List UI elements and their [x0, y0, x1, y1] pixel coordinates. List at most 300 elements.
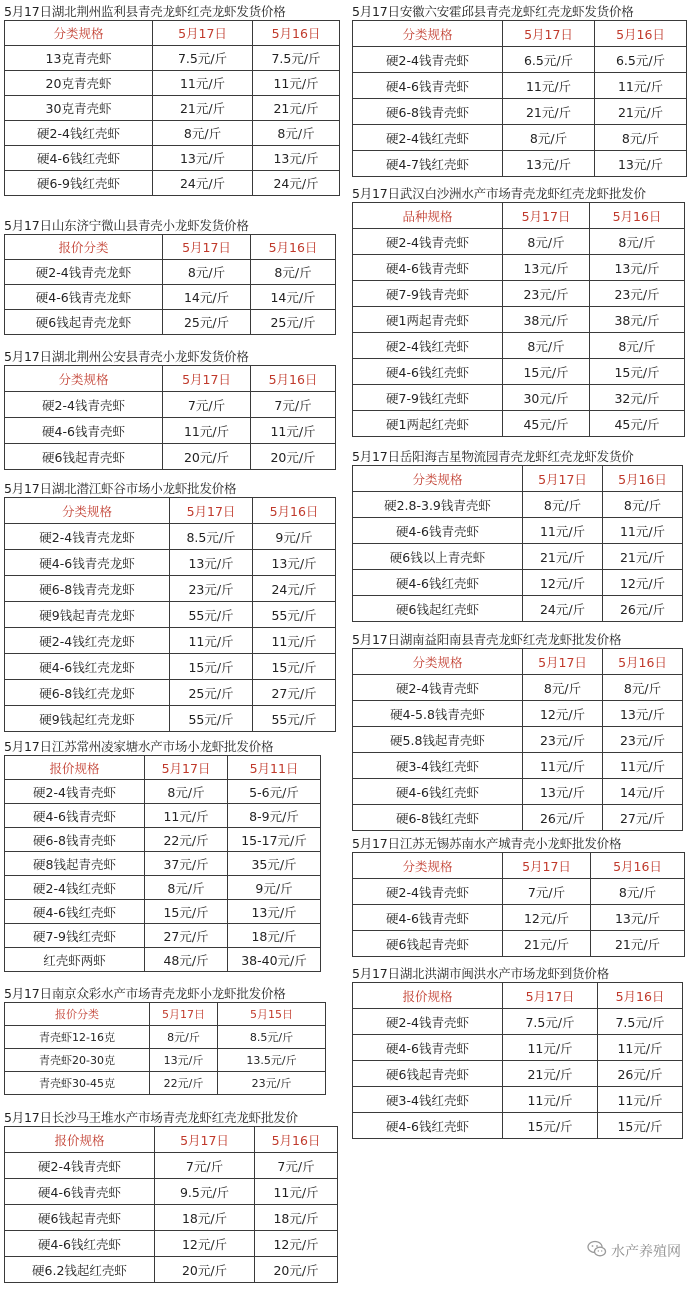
- header-cell: 5月17日: [503, 203, 590, 229]
- table-cell: 15元/斤: [170, 654, 253, 680]
- header-cell: 报价规格: [5, 756, 145, 780]
- table-cell: 35元/斤: [228, 852, 321, 876]
- table-cell: 21元/斤: [595, 99, 687, 125]
- table-cell: 20元/斤: [255, 1257, 338, 1283]
- table-cell: 8.5元/斤: [218, 1026, 326, 1049]
- header-cell: 报价规格: [353, 983, 503, 1009]
- table-row: [353, 879, 685, 905]
- table-cell: 15元/斤: [590, 359, 685, 385]
- price-table-block: [352, 966, 683, 1139]
- table-row: [353, 753, 683, 779]
- table-cell: 硬9钱起青壳龙虾: [5, 602, 170, 628]
- table-cell: 青壳虾20-30克: [5, 1049, 150, 1072]
- table-cell: 24元/斤: [253, 576, 336, 602]
- table-cell: 青壳虾30-45克: [5, 1072, 150, 1095]
- table-row: [353, 1087, 683, 1113]
- table-cell: 硬6-9钱红壳虾: [5, 171, 153, 196]
- table-cell: 45元/斤: [590, 411, 685, 437]
- header-cell: 5月17日: [145, 756, 228, 780]
- table-cell: 13元/斤: [228, 900, 321, 924]
- table-row: [5, 576, 336, 602]
- table-title: 5月17日长沙马王堆水产市场青壳龙虾红壳龙虾批发价: [4, 1110, 298, 1125]
- header-cell: 5月17日: [503, 21, 595, 47]
- table-row: [5, 852, 321, 876]
- table-cell: 30克青壳虾: [5, 96, 153, 121]
- table-cell: 硬6-8钱青壳虾: [5, 828, 145, 852]
- table-row: [353, 385, 685, 411]
- table-row: [5, 1049, 326, 1072]
- table-row: [353, 518, 683, 544]
- table-cell: 11元/斤: [595, 73, 687, 99]
- table-cell: 7元/斤: [251, 392, 336, 418]
- table-cell: 13元/斤: [595, 151, 687, 177]
- table-cell: 11元/斤: [153, 71, 253, 96]
- table-cell: 14元/斤: [251, 285, 336, 310]
- header-cell: 5月16日: [595, 21, 687, 47]
- table-cell: 55元/斤: [253, 706, 336, 732]
- table-cell: 硬4-6钱青壳虾: [353, 255, 503, 281]
- table-cell: 55元/斤: [253, 602, 336, 628]
- header-cell: 5月16日: [251, 366, 336, 392]
- table-cell: 硬2-4钱红壳虾: [5, 876, 145, 900]
- table-cell: 23元/斤: [170, 576, 253, 602]
- table-cell: 硬6钱起青壳虾: [353, 1061, 503, 1087]
- table-cell: 13元/斤: [590, 255, 685, 281]
- table-title: 5月17日武汉白沙洲水产市场青壳龙虾红壳龙虾批发价: [352, 186, 646, 201]
- table-row: [5, 96, 340, 121]
- header-cell: 5月17日: [163, 235, 251, 260]
- table-cell: 7.5元/斤: [153, 46, 253, 71]
- table-row: [353, 675, 683, 701]
- table-cell: 硬4-7钱红壳虾: [353, 151, 503, 177]
- table-cell: 硬4-6钱红壳虾: [353, 359, 503, 385]
- table-row: [5, 780, 321, 804]
- price-table: [352, 852, 685, 957]
- table-cell: 18元/斤: [255, 1205, 338, 1231]
- table-cell: 硬4-6钱青壳虾: [5, 804, 145, 828]
- table-row: [353, 151, 687, 177]
- table-cell: 12元/斤: [603, 570, 683, 596]
- table-header-row: [5, 1127, 338, 1153]
- table-row: [353, 805, 683, 831]
- price-table: [352, 202, 685, 437]
- table-cell: 青壳虾12-16克: [5, 1026, 150, 1049]
- price-table-block: [4, 986, 326, 1095]
- table-cell: 6.5元/斤: [503, 47, 595, 73]
- table-cell: 硬8钱起青壳虾: [5, 852, 145, 876]
- table-cell: 硬2-4钱青壳龙虾: [5, 524, 170, 550]
- table-cell: 硬6.2钱起红壳虾: [5, 1257, 155, 1283]
- table-cell: 24元/斤: [153, 171, 253, 196]
- table-cell: 硬2-4钱红壳虾: [353, 333, 503, 359]
- header-cell: 报价分类: [5, 1003, 150, 1026]
- table-cell: 11元/斤: [523, 518, 603, 544]
- table-cell: 8-9元/斤: [228, 804, 321, 828]
- table-row: [353, 701, 683, 727]
- table-header-row: [5, 21, 340, 46]
- header-cell: 分类规格: [5, 498, 170, 524]
- table-cell: 13.5元/斤: [218, 1049, 326, 1072]
- table-row: [5, 524, 336, 550]
- table-cell: 硬4-6钱青壳虾: [353, 518, 523, 544]
- header-cell: 5月17日: [503, 853, 591, 879]
- table-row: [353, 1009, 683, 1035]
- price-table-block: [4, 4, 340, 196]
- table-cell: 11元/斤: [170, 628, 253, 654]
- table-cell: 7元/斤: [155, 1153, 255, 1179]
- table-cell: 14元/斤: [163, 285, 251, 310]
- table-cell: 硬6钱起青壳虾: [5, 1205, 155, 1231]
- table-cell: 8元/斤: [150, 1026, 218, 1049]
- table-title: 5月17日湖南益阳南县青壳龙虾红壳龙虾批发价格: [352, 632, 622, 647]
- table-cell: 硬3-4钱红壳虾: [353, 1087, 503, 1113]
- header-cell: 5月17日: [170, 498, 253, 524]
- table-cell: 38-40元/斤: [228, 948, 321, 972]
- header-cell: 5月16日: [251, 235, 336, 260]
- table-row: [353, 1113, 683, 1139]
- table-cell: 11元/斤: [503, 1087, 598, 1113]
- table-row: [5, 310, 336, 335]
- table-cell: 8元/斤: [603, 492, 683, 518]
- header-cell: 5月16日: [598, 983, 683, 1009]
- header-cell: 5月16日: [603, 466, 683, 492]
- table-cell: 8元/斤: [153, 121, 253, 146]
- table-cell: 硬4-6钱红壳虾: [5, 146, 153, 171]
- table-cell: 硬7-9钱红壳虾: [353, 385, 503, 411]
- price-table-block: [4, 1110, 338, 1283]
- table-row: [5, 1205, 338, 1231]
- table-cell: 12元/斤: [503, 905, 591, 931]
- header-cell: 5月16日: [253, 498, 336, 524]
- header-cell: 5月16日: [603, 649, 683, 675]
- table-row: [353, 544, 683, 570]
- table-cell: 8元/斤: [590, 229, 685, 255]
- table-row: [353, 125, 687, 151]
- price-table-block: [352, 186, 685, 437]
- table-cell: 23元/斤: [503, 281, 590, 307]
- table-cell: 22元/斤: [150, 1072, 218, 1095]
- table-cell: 37元/斤: [145, 852, 228, 876]
- table-cell: 11元/斤: [598, 1035, 683, 1061]
- price-table-block: [4, 739, 321, 972]
- table-row: [353, 73, 687, 99]
- table-cell: 8元/斤: [523, 675, 603, 701]
- table-cell: 硬4-6钱青壳龙虾: [5, 550, 170, 576]
- table-row: [353, 931, 685, 957]
- table-cell: 12元/斤: [255, 1231, 338, 1257]
- table-row: [5, 46, 340, 71]
- table-cell: 硬6钱以上青壳虾: [353, 544, 523, 570]
- table-cell: 21元/斤: [523, 544, 603, 570]
- table-cell: 15元/斤: [503, 359, 590, 385]
- price-table-block: [352, 632, 683, 831]
- table-header-row: [353, 203, 685, 229]
- table-header-row: [5, 756, 321, 780]
- price-table-block: [4, 218, 336, 335]
- table-row: [353, 307, 685, 333]
- header-cell: 5月17日: [523, 466, 603, 492]
- table-row: [353, 411, 685, 437]
- table-row: [5, 1179, 338, 1205]
- table-cell: 14元/斤: [603, 779, 683, 805]
- table-cell: 11元/斤: [255, 1179, 338, 1205]
- table-cell: 9元/斤: [228, 876, 321, 900]
- price-table: [4, 1002, 326, 1095]
- table-cell: 20元/斤: [251, 444, 336, 470]
- table-cell: 55元/斤: [170, 706, 253, 732]
- table-cell: 7.5元/斤: [253, 46, 340, 71]
- table-cell: 8元/斤: [251, 260, 336, 285]
- header-cell: 5月17日: [153, 21, 253, 46]
- table-cell: 硬4-6钱红壳龙虾: [5, 654, 170, 680]
- table-row: [353, 99, 687, 125]
- table-cell: 8元/斤: [145, 780, 228, 804]
- table-cell: 8元/斤: [145, 876, 228, 900]
- header-cell: 分类规格: [353, 649, 523, 675]
- table-title: 5月17日江苏常州凌家塘水产市场小龙虾批发价格: [4, 739, 274, 754]
- header-cell: 5月17日: [155, 1127, 255, 1153]
- table-row: [353, 229, 685, 255]
- table-row: [353, 281, 685, 307]
- table-cell: 13元/斤: [253, 550, 336, 576]
- table-cell: 硬4-6钱红壳虾: [353, 1113, 503, 1139]
- table-cell: 11元/斤: [503, 1035, 598, 1061]
- table-header-row: [5, 235, 336, 260]
- table-cell: 9元/斤: [253, 524, 336, 550]
- table-row: [5, 680, 336, 706]
- table-cell: 硬6钱起红壳虾: [353, 596, 523, 622]
- table-title: 5月17日南京众彩水产市场青壳龙虾小龙虾批发价格: [4, 986, 286, 1001]
- header-cell: 5月17日: [150, 1003, 218, 1026]
- table-header-row: [353, 649, 683, 675]
- table-cell: 硬2-4钱青壳虾: [353, 229, 503, 255]
- table-row: [353, 255, 685, 281]
- table-row: [5, 71, 340, 96]
- table-row: [5, 602, 336, 628]
- table-cell: 15元/斤: [145, 900, 228, 924]
- price-table: [4, 497, 336, 732]
- table-header-row: [5, 498, 336, 524]
- table-cell: 13元/斤: [603, 701, 683, 727]
- table-row: [5, 121, 340, 146]
- table-cell: 硬2-4钱青壳虾: [353, 675, 523, 701]
- header-cell: 分类规格: [353, 466, 523, 492]
- table-title: 5月17日湖北荆州公安县青壳小龙虾发货价格: [4, 349, 249, 364]
- table-cell: 26元/斤: [598, 1061, 683, 1087]
- table-cell: 硬4-6钱红壳虾: [353, 779, 523, 805]
- table-row: [5, 924, 321, 948]
- price-table: [352, 648, 683, 831]
- header-cell: 5月17日: [523, 649, 603, 675]
- table-cell: 7元/斤: [163, 392, 251, 418]
- header-cell: 分类规格: [5, 21, 153, 46]
- table-cell: 23元/斤: [603, 727, 683, 753]
- table-row: [5, 1231, 338, 1257]
- table-cell: 8元/斤: [503, 125, 595, 151]
- table-cell: 13元/斤: [523, 779, 603, 805]
- table-cell: 13元/斤: [150, 1049, 218, 1072]
- header-cell: 5月17日: [163, 366, 251, 392]
- header-cell: 报价分类: [5, 235, 163, 260]
- table-cell: 硬6-8钱青壳龙虾: [5, 576, 170, 602]
- table-cell: 48元/斤: [145, 948, 228, 972]
- table-row: [5, 146, 340, 171]
- table-cell: 11元/斤: [253, 628, 336, 654]
- table-row: [5, 260, 336, 285]
- table-cell: 21元/斤: [503, 1061, 598, 1087]
- table-title: 5月17日湖北洪湖市闽洪水产市场龙虾到货价格: [352, 966, 609, 981]
- table-cell: 硬2-4钱青壳虾: [5, 1153, 155, 1179]
- table-cell: 红壳虾两虾: [5, 948, 145, 972]
- table-cell: 13元/斤: [591, 905, 685, 931]
- price-table: [352, 465, 683, 622]
- table-cell: 硬9钱起红壳龙虾: [5, 706, 170, 732]
- table-cell: 13元/斤: [170, 550, 253, 576]
- table-cell: 8元/斤: [253, 121, 340, 146]
- price-table: [352, 982, 683, 1139]
- table-cell: 硬4-6钱青壳虾: [353, 905, 503, 931]
- table-cell: 25元/斤: [163, 310, 251, 335]
- table-cell: 27元/斤: [603, 805, 683, 831]
- table-cell: 21元/斤: [603, 544, 683, 570]
- table-row: [353, 779, 683, 805]
- price-table-block: [4, 481, 336, 732]
- table-cell: 22元/斤: [145, 828, 228, 852]
- table-cell: 硬6钱起青壳龙虾: [5, 310, 163, 335]
- table-cell: 8元/斤: [523, 492, 603, 518]
- table-cell: 11元/斤: [603, 753, 683, 779]
- table-cell: 11元/斤: [503, 73, 595, 99]
- table-cell: 21元/斤: [503, 931, 591, 957]
- table-header-row: [353, 853, 685, 879]
- table-cell: 13克青壳虾: [5, 46, 153, 71]
- table-cell: 硬6-8钱红壳虾: [353, 805, 523, 831]
- table-cell: 15元/斤: [503, 1113, 598, 1139]
- price-table: [352, 20, 687, 177]
- table-cell: 26元/斤: [603, 596, 683, 622]
- table-header-row: [5, 1003, 326, 1026]
- table-cell: 硬2-4钱青壳虾: [5, 780, 145, 804]
- table-cell: 硬4-6钱青壳虾: [353, 73, 503, 99]
- table-header-row: [353, 21, 687, 47]
- table-title: 5月17日湖北荆州监利县青壳龙虾红壳龙虾发货价格: [4, 4, 286, 19]
- table-cell: 27元/斤: [145, 924, 228, 948]
- table-row: [5, 1257, 338, 1283]
- table-cell: 硬4-6钱红壳虾: [353, 570, 523, 596]
- table-row: [5, 876, 321, 900]
- table-cell: 8元/斤: [591, 879, 685, 905]
- watermark: [587, 1240, 681, 1262]
- header-cell: 品种规格: [353, 203, 503, 229]
- price-table: [4, 1126, 338, 1283]
- table-cell: 25元/斤: [251, 310, 336, 335]
- table-cell: 12元/斤: [523, 570, 603, 596]
- table-cell: 21元/斤: [153, 96, 253, 121]
- table-cell: 11元/斤: [603, 518, 683, 544]
- table-cell: 7元/斤: [503, 879, 591, 905]
- table-row: [5, 550, 336, 576]
- header-cell: 分类规格: [353, 853, 503, 879]
- header-cell: 分类规格: [353, 21, 503, 47]
- table-row: [5, 285, 336, 310]
- table-cell: 21元/斤: [253, 96, 340, 121]
- table-cell: 5-6元/斤: [228, 780, 321, 804]
- table-row: [353, 1035, 683, 1061]
- price-table-block: [352, 449, 683, 622]
- table-cell: 23元/斤: [523, 727, 603, 753]
- table-cell: 硬2.8-3.9钱青壳虾: [353, 492, 523, 518]
- table-cell: 硬2-4钱青壳虾: [353, 47, 503, 73]
- table-title: 5月17日湖北潜江虾谷市场小龙虾批发价格: [4, 481, 237, 496]
- header-cell: 报价规格: [5, 1127, 155, 1153]
- table-header-row: [5, 366, 336, 392]
- table-row: [5, 171, 340, 196]
- table-row: [353, 359, 685, 385]
- table-cell: 硬2-4钱青壳龙虾: [5, 260, 163, 285]
- table-cell: 硬7-9钱青壳虾: [353, 281, 503, 307]
- table-cell: 11元/斤: [598, 1087, 683, 1113]
- table-cell: 硬6钱起青壳虾: [353, 931, 503, 957]
- table-title: 5月17日山东济宁微山县青壳小龙虾发货价格: [4, 218, 249, 233]
- table-cell: 8元/斤: [603, 675, 683, 701]
- table-cell: 硬4-6钱红壳虾: [5, 900, 145, 924]
- table-cell: 13元/斤: [503, 151, 595, 177]
- table-cell: 20元/斤: [163, 444, 251, 470]
- table-cell: 26元/斤: [523, 805, 603, 831]
- table-cell: 7元/斤: [255, 1153, 338, 1179]
- table-header-row: [353, 466, 683, 492]
- table-cell: 硬2-4钱青壳虾: [5, 392, 163, 418]
- table-cell: 硬6-8钱红壳龙虾: [5, 680, 170, 706]
- table-cell: 8.5元/斤: [170, 524, 253, 550]
- table-cell: 硬2-4钱青壳虾: [353, 1009, 503, 1035]
- table-row: [5, 1072, 326, 1095]
- table-cell: 20克青壳虾: [5, 71, 153, 96]
- table-cell: 硬4-5.8钱青壳虾: [353, 701, 523, 727]
- table-cell: 8元/斤: [503, 229, 590, 255]
- table-row: [5, 1153, 338, 1179]
- table-cell: 15元/斤: [598, 1113, 683, 1139]
- table-cell: 硬4-6钱青壳虾: [353, 1035, 503, 1061]
- header-cell: 5月16日: [590, 203, 685, 229]
- table-row: [353, 492, 683, 518]
- table-cell: 7.5元/斤: [598, 1009, 683, 1035]
- table-cell: 8元/斤: [595, 125, 687, 151]
- table-cell: 11元/斤: [163, 418, 251, 444]
- table-cell: 硬3-4钱红壳虾: [353, 753, 523, 779]
- table-cell: 6.5元/斤: [595, 47, 687, 73]
- table-cell: 21元/斤: [591, 931, 685, 957]
- header-cell: 5月16日: [253, 21, 340, 46]
- table-row: [353, 47, 687, 73]
- table-cell: 38元/斤: [503, 307, 590, 333]
- table-row: [5, 828, 321, 852]
- table-row: [5, 392, 336, 418]
- table-cell: 8元/斤: [503, 333, 590, 359]
- price-table-block: [352, 836, 685, 957]
- table-cell: 24元/斤: [253, 171, 340, 196]
- table-cell: 11元/斤: [145, 804, 228, 828]
- table-cell: 13元/斤: [253, 146, 340, 171]
- table-row: [5, 628, 336, 654]
- table-cell: 硬7-9钱红壳虾: [5, 924, 145, 948]
- table-cell: 9.5元/斤: [155, 1179, 255, 1205]
- table-cell: 55元/斤: [170, 602, 253, 628]
- table-row: [5, 948, 321, 972]
- table-cell: 硬6-8钱青壳虾: [353, 99, 503, 125]
- table-cell: 12元/斤: [155, 1231, 255, 1257]
- table-cell: 硬1两起红壳虾: [353, 411, 503, 437]
